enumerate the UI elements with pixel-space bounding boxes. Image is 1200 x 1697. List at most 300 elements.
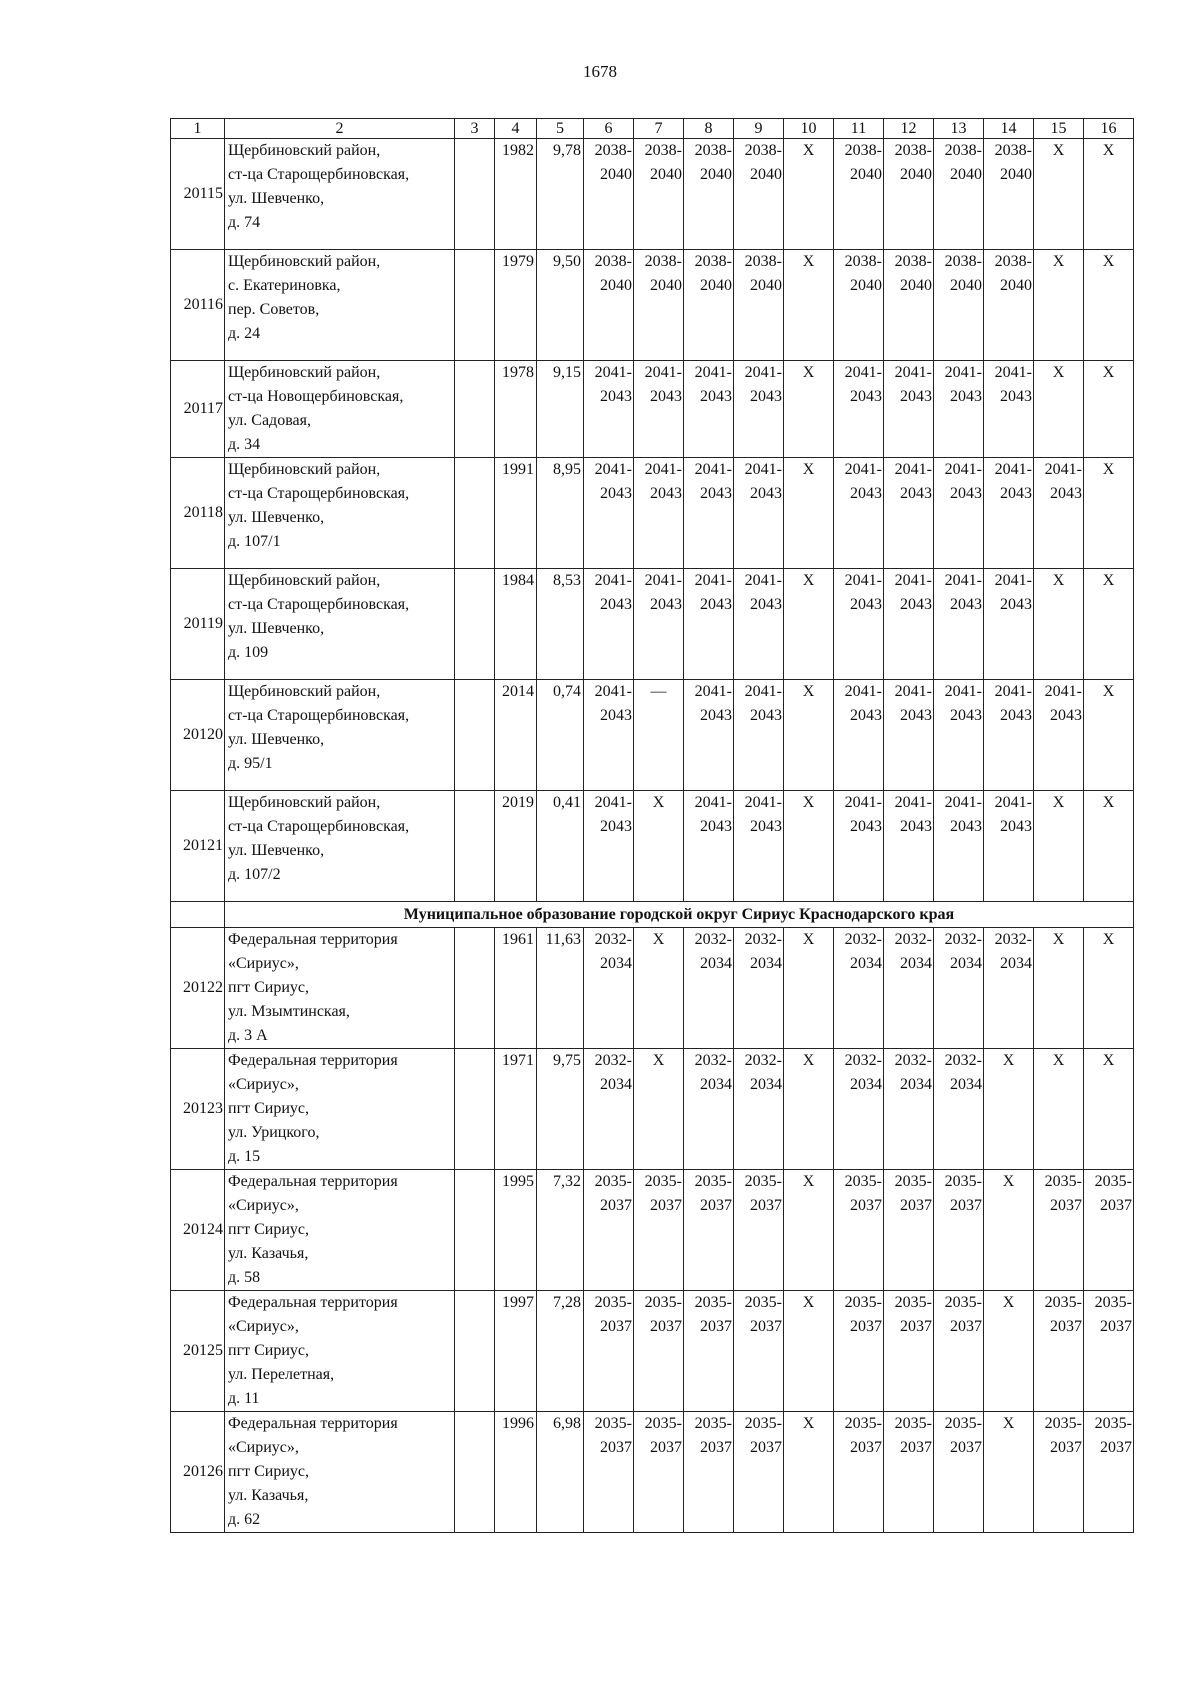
period-line: 2034 [600, 1076, 632, 1093]
column-number-cell: 8 [684, 119, 734, 139]
period-cell-col-10 [784, 250, 834, 361]
period-line: 2040 [1000, 277, 1032, 294]
value-cell: 9,15 [537, 361, 584, 458]
period-line: X [802, 253, 815, 270]
column-number-cell: 1 [171, 119, 225, 139]
period-cell-col-6 [584, 569, 634, 680]
period-line: 2043 [900, 596, 932, 613]
value-cell: 11,63 [537, 928, 584, 1049]
period-line: 2037 [700, 1197, 732, 1214]
column-3-cell [455, 1170, 495, 1291]
housing-register-table [170, 118, 1134, 1533]
address-cell [225, 361, 455, 458]
period-line: 2037 [1100, 1318, 1132, 1335]
period-line: X [802, 1052, 815, 1069]
column-number-cell: 2 [225, 119, 455, 139]
period-line: 2041- [844, 794, 882, 811]
period-line: 2037 [950, 1439, 982, 1456]
address-line: ул. Казачья, [228, 1487, 309, 1504]
address-line: Федеральная территория [228, 931, 398, 948]
column-3-cell [455, 1049, 495, 1170]
period-line: 2038- [644, 142, 682, 159]
period-cell-col-13 [934, 458, 984, 569]
period-cell-col-11 [834, 1291, 884, 1412]
period-line: 2041- [844, 364, 882, 381]
period-line: 2043 [1000, 818, 1032, 835]
period-line: 2032- [994, 931, 1032, 948]
period-line: 2035- [944, 1173, 982, 1190]
period-line: 2040 [850, 166, 882, 183]
period-line: 2035- [844, 1173, 882, 1190]
record-id-cell: 20126 [171, 1412, 225, 1533]
period-line: 2043 [950, 485, 982, 502]
year-cell: 1982 [495, 139, 537, 250]
period-line: 2038- [594, 253, 632, 270]
period-line: 2040 [750, 277, 782, 294]
period-line: 2034 [900, 955, 932, 972]
period-line: 2041- [894, 461, 932, 478]
period-cell-col-13 [934, 139, 984, 250]
period-cell-col-7 [634, 361, 684, 458]
period-line: 2041- [744, 461, 782, 478]
period-line: 2040 [700, 277, 732, 294]
column-number-cell: 6 [584, 119, 634, 139]
column-3-cell [455, 139, 495, 250]
period-line: 2043 [650, 388, 682, 405]
period-cell-col-16 [1084, 928, 1134, 1049]
period-cell-col-12 [884, 928, 934, 1049]
address-line: ул. Садовая, [228, 412, 311, 429]
period-cell-col-12 [884, 1291, 934, 1412]
period-cell-col-15 [1034, 361, 1084, 458]
value-cell: 0,74 [537, 680, 584, 791]
period-cell-col-6 [584, 361, 634, 458]
period-cell-col-11 [834, 791, 884, 902]
value-cell: 6,98 [537, 1412, 584, 1533]
period-line: 2038- [694, 253, 732, 270]
table-row [171, 1291, 1134, 1412]
period-cell-col-8 [684, 791, 734, 902]
period-cell-col-15 [1034, 928, 1084, 1049]
period-line: 2043 [700, 485, 732, 502]
period-line: 2037 [1050, 1439, 1082, 1456]
period-line: 2040 [700, 166, 732, 183]
address-line: ул. Шевченко, [228, 620, 325, 637]
table-row [171, 458, 1134, 569]
period-line: 2041- [844, 683, 882, 700]
period-cell-col-16 [1084, 1170, 1134, 1291]
period-line: 2038- [844, 253, 882, 270]
period-cell-col-16 [1084, 791, 1134, 902]
period-line: 2035- [1044, 1173, 1082, 1190]
period-line: 2035- [644, 1415, 682, 1432]
period-line: X [1102, 683, 1115, 700]
period-line: 2040 [750, 166, 782, 183]
period-cell-col-7 [634, 139, 684, 250]
period-cell-col-6 [584, 680, 634, 791]
address-cell [225, 569, 455, 680]
period-line: 2034 [750, 1076, 782, 1093]
period-cell-col-8 [684, 680, 734, 791]
period-cell-col-6 [584, 139, 634, 250]
address-line: «Сириус», [228, 1197, 299, 1214]
period-line: 2032- [694, 931, 732, 948]
column-3-cell [455, 361, 495, 458]
period-cell-col-11 [834, 361, 884, 458]
period-line: 2043 [850, 596, 882, 613]
period-cell-col-12 [884, 458, 934, 569]
table-row [171, 1049, 1134, 1170]
period-line: 2041- [844, 572, 882, 589]
period-line: X [1002, 1052, 1015, 1069]
period-line: 2043 [1000, 596, 1032, 613]
period-line: 2034 [750, 955, 782, 972]
period-line: 2041- [694, 572, 732, 589]
period-line: X [1002, 1415, 1015, 1432]
record-id-cell: 20118 [171, 458, 225, 569]
address-line: д. 11 [228, 1390, 260, 1407]
period-line: X [1102, 461, 1115, 478]
period-line: 2043 [700, 707, 732, 724]
column-number-cell: 13 [934, 119, 984, 139]
period-cell-col-14 [984, 1049, 1034, 1170]
period-line: 2041- [1044, 461, 1082, 478]
period-line: 2038- [994, 142, 1032, 159]
period-line: 2032- [594, 1052, 632, 1069]
address-line: д. 107/2 [228, 866, 281, 883]
period-cell-col-9 [734, 1291, 784, 1412]
table-row [171, 139, 1134, 250]
period-line: 2041- [744, 572, 782, 589]
period-line: 2037 [750, 1318, 782, 1335]
period-cell-col-7 [634, 1170, 684, 1291]
period-cell-col-11 [834, 1049, 884, 1170]
period-cell-col-12 [884, 361, 934, 458]
period-line: 2041- [994, 461, 1032, 478]
value-cell: 7,28 [537, 1291, 584, 1412]
period-cell-col-11 [834, 1170, 884, 1291]
period-line: 2035- [1094, 1415, 1132, 1432]
period-line: 2043 [1050, 485, 1082, 502]
period-line: X [1052, 572, 1065, 589]
period-line: 2043 [900, 388, 932, 405]
period-cell-col-8 [684, 1049, 734, 1170]
period-line: 2034 [950, 955, 982, 972]
period-line: 2038- [944, 253, 982, 270]
period-cell-col-15 [1034, 1170, 1084, 1291]
record-id-cell: 20121 [171, 791, 225, 902]
period-cell-col-9 [734, 791, 784, 902]
address-line: Щербиновский район, [228, 142, 381, 159]
period-line: 2037 [850, 1439, 882, 1456]
period-line: 2035- [944, 1294, 982, 1311]
period-cell-col-6 [584, 1049, 634, 1170]
period-cell-col-14 [984, 791, 1034, 902]
period-line: 2041- [894, 364, 932, 381]
period-line: 2037 [850, 1318, 882, 1335]
period-line: 2034 [850, 1076, 882, 1093]
period-cell-col-13 [934, 569, 984, 680]
section-title: Муниципальное образование городской округ Сириус Краснодарского края [225, 902, 1134, 928]
address-cell [225, 1170, 455, 1291]
period-cell-col-9 [734, 1412, 784, 1533]
period-cell-col-9 [734, 139, 784, 250]
period-line: 2040 [600, 277, 632, 294]
address-line: ул. Шевченко, [228, 842, 325, 859]
period-line: 2032- [844, 931, 882, 948]
address-line: ст-ца Старощербиновская, [228, 485, 410, 502]
table-body [171, 119, 1134, 1533]
period-line: 2043 [950, 388, 982, 405]
period-cell-col-10 [784, 458, 834, 569]
period-cell-col-13 [934, 1170, 984, 1291]
period-cell-col-10 [784, 1049, 834, 1170]
period-line: 2037 [650, 1197, 682, 1214]
period-line: 2043 [900, 485, 932, 502]
period-cell-col-10 [784, 361, 834, 458]
period-line: 2038- [594, 142, 632, 159]
period-line: 2037 [900, 1439, 932, 1456]
period-line: X [1052, 253, 1065, 270]
period-line: 2041- [594, 683, 632, 700]
period-cell-col-16 [1084, 250, 1134, 361]
period-line: 2041- [944, 572, 982, 589]
year-cell: 1995 [495, 1170, 537, 1291]
address-line: Щербиновский район, [228, 572, 381, 589]
period-line: 2034 [950, 1076, 982, 1093]
address-line: ст-ца Старощербиновская, [228, 818, 410, 835]
period-cell-col-9 [734, 928, 784, 1049]
address-cell [225, 139, 455, 250]
period-cell-col-12 [884, 1049, 934, 1170]
period-cell-col-6 [584, 250, 634, 361]
period-cell-col-6 [584, 1412, 634, 1533]
period-cell-col-15 [1034, 250, 1084, 361]
period-cell-col-14 [984, 250, 1034, 361]
address-line: «Сириус», [228, 955, 299, 972]
period-line: 2043 [950, 818, 982, 835]
period-cell-col-9 [734, 569, 784, 680]
period-cell-col-16 [1084, 1291, 1134, 1412]
period-cell-col-11 [834, 458, 884, 569]
period-line: 2035- [1044, 1294, 1082, 1311]
period-line: X [802, 572, 815, 589]
address-line: пгт Сириус, [228, 1221, 310, 1238]
table-row [171, 1170, 1134, 1291]
period-line: 2043 [850, 707, 882, 724]
address-line: д. 34 [228, 436, 261, 453]
period-cell-col-6 [584, 458, 634, 569]
period-cell-col-9 [734, 1170, 784, 1291]
period-line: 2041- [944, 794, 982, 811]
period-line: 2037 [600, 1197, 632, 1214]
period-line: 2041- [944, 683, 982, 700]
period-line: 2037 [850, 1197, 882, 1214]
period-line: 2043 [850, 388, 882, 405]
period-cell-col-8 [684, 928, 734, 1049]
period-cell-col-12 [884, 791, 934, 902]
address-line: д. 62 [228, 1511, 261, 1528]
period-line: 2037 [1100, 1197, 1132, 1214]
period-cell-col-10 [784, 928, 834, 1049]
period-cell-col-9 [734, 250, 784, 361]
address-line: пгт Сириус, [228, 1100, 310, 1117]
period-line: 2035- [644, 1173, 682, 1190]
period-line: 2041- [994, 572, 1032, 589]
address-line: пгт Сириус, [228, 979, 310, 996]
column-3-cell [455, 791, 495, 902]
period-line: 2041- [694, 461, 732, 478]
address-line: Щербиновский район, [228, 364, 381, 381]
column-number-cell: 5 [537, 119, 584, 139]
period-line: 2041- [744, 683, 782, 700]
period-line: 2034 [900, 1076, 932, 1093]
value-cell: 8,95 [537, 458, 584, 569]
year-cell: 1979 [495, 250, 537, 361]
period-line: 2032- [594, 931, 632, 948]
period-cell-col-15 [1034, 791, 1084, 902]
address-line: пгт Сириус, [228, 1342, 310, 1359]
period-cell-col-8 [684, 250, 734, 361]
period-line: 2038- [744, 253, 782, 270]
period-line: 2032- [694, 1052, 732, 1069]
period-cell-col-13 [934, 1412, 984, 1533]
address-line: ул. Шевченко, [228, 190, 325, 207]
period-line: 2041- [744, 794, 782, 811]
table-row [171, 569, 1134, 680]
period-line: X [802, 1173, 815, 1190]
address-line: ул. Шевченко, [228, 731, 325, 748]
period-line: 2043 [900, 818, 932, 835]
period-cell-col-15 [1034, 458, 1084, 569]
value-cell: 9,75 [537, 1049, 584, 1170]
record-id-cell: 20115 [171, 139, 225, 250]
period-line: 2037 [1050, 1197, 1082, 1214]
period-line: X [1102, 253, 1115, 270]
period-cell-col-14 [984, 569, 1034, 680]
year-cell: 1996 [495, 1412, 537, 1533]
period-cell-col-16 [1084, 361, 1134, 458]
address-line: ул. Перелетная, [228, 1366, 335, 1383]
period-line: X [802, 461, 815, 478]
period-line: 2037 [900, 1318, 932, 1335]
period-line: 2037 [900, 1197, 932, 1214]
record-id-cell: 20125 [171, 1291, 225, 1412]
period-line: 2041- [994, 364, 1032, 381]
period-line: X [1102, 1052, 1115, 1069]
period-cell-col-15 [1034, 1291, 1084, 1412]
address-line: ул. Мзымтинская, [228, 1003, 350, 1020]
column-number-cell: 15 [1034, 119, 1084, 139]
period-line: 2043 [700, 818, 732, 835]
value-cell: 9,50 [537, 250, 584, 361]
record-id-cell: 20120 [171, 680, 225, 791]
period-line: 2043 [1050, 707, 1082, 724]
period-line: 2040 [900, 166, 932, 183]
period-line: 2043 [600, 818, 632, 835]
period-line: 2041- [944, 364, 982, 381]
period-line: 2034 [700, 955, 732, 972]
period-line: 2034 [850, 955, 882, 972]
period-line: 2038- [844, 142, 882, 159]
period-line: X [802, 794, 815, 811]
period-line: 2043 [750, 596, 782, 613]
period-line: 2038- [944, 142, 982, 159]
period-cell-col-15 [1034, 680, 1084, 791]
period-line: 2034 [600, 955, 632, 972]
period-line: 2043 [600, 596, 632, 613]
column-3-cell [455, 1291, 495, 1412]
period-line: 2040 [850, 277, 882, 294]
period-cell-col-12 [884, 680, 934, 791]
column-3-cell [455, 928, 495, 1049]
period-cell-col-13 [934, 791, 984, 902]
period-cell-col-7 [634, 791, 684, 902]
address-line: «Сириус», [228, 1076, 299, 1093]
period-line: 2041- [894, 683, 932, 700]
column-3-cell [455, 569, 495, 680]
period-cell-col-12 [884, 569, 934, 680]
period-line: 2032- [894, 931, 932, 948]
period-line: 2034 [700, 1076, 732, 1093]
period-line: 2035- [594, 1173, 632, 1190]
period-line: 2037 [1050, 1318, 1082, 1335]
period-cell-col-7 [634, 250, 684, 361]
period-line: 2035- [694, 1294, 732, 1311]
address-line: д. 3 А [228, 1027, 268, 1044]
address-line: «Сириус», [228, 1439, 299, 1456]
period-line: X [802, 142, 815, 159]
period-line: 2037 [700, 1439, 732, 1456]
address-line: д. 107/1 [228, 533, 281, 550]
address-line: ст-ца Старощербиновская, [228, 596, 410, 613]
address-cell [225, 250, 455, 361]
period-line: X [1052, 931, 1065, 948]
period-line: 2043 [700, 596, 732, 613]
period-cell-col-9 [734, 680, 784, 791]
period-line: 2040 [600, 166, 632, 183]
period-line: X [802, 931, 815, 948]
period-cell-col-11 [834, 680, 884, 791]
address-cell [225, 791, 455, 902]
period-line: 2037 [750, 1197, 782, 1214]
period-cell-col-10 [784, 791, 834, 902]
period-cell-col-11 [834, 569, 884, 680]
period-line: 2041- [594, 572, 632, 589]
period-line: 2043 [950, 707, 982, 724]
column-number-cell: 14 [984, 119, 1034, 139]
period-line: 2043 [850, 818, 882, 835]
address-line: пер. Советов, [228, 301, 320, 318]
period-line: X [802, 1415, 815, 1432]
column-3-cell [455, 458, 495, 569]
address-line: «Сириус», [228, 1318, 299, 1335]
address-cell [225, 680, 455, 791]
period-cell-col-6 [584, 1170, 634, 1291]
period-cell-col-10 [784, 1412, 834, 1533]
column-number-cell: 10 [784, 119, 834, 139]
period-line: 2032- [944, 931, 982, 948]
period-line: 2035- [694, 1173, 732, 1190]
period-line: 2041- [944, 461, 982, 478]
year-cell: 1961 [495, 928, 537, 1049]
record-id-cell: 20116 [171, 250, 225, 361]
period-line: X [1002, 1294, 1015, 1311]
period-line: 2041- [694, 364, 732, 381]
address-line: д. 109 [228, 644, 269, 661]
period-cell-col-8 [684, 1291, 734, 1412]
column-number-cell: 7 [634, 119, 684, 139]
